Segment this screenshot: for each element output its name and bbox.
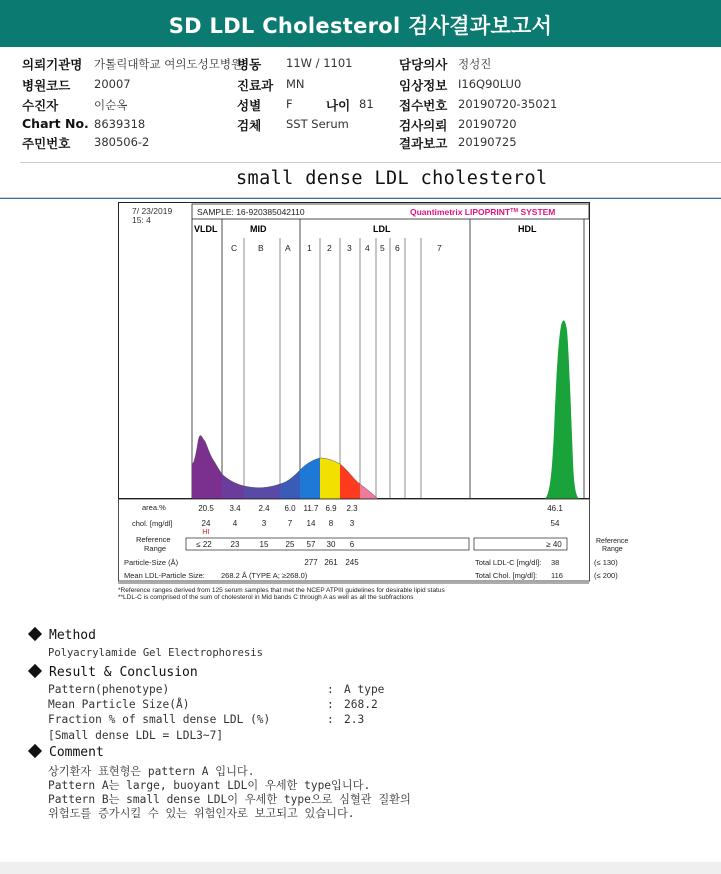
info-value [94,117,145,131]
chart-time: 15: 4 [132,215,151,225]
lipoprint-chart [118,202,629,601]
ref-label: Range [144,544,167,553]
footnote-2: **LDL-C is comprised of the sum of cholesterol in Mid bands C through A as well as all the subfractions [118,594,414,601]
area-value: 2.4 [258,504,270,513]
info-dept [237,76,273,94]
area-value: 2.3 [346,504,358,513]
info-label: 병원코드 [22,78,71,93]
info-value [458,97,557,111]
result-sep: : [327,698,334,711]
info-hospital-name [22,55,82,73]
hospital-name-value: 가톨릭대학교 여의도성모병원 [94,57,243,71]
chol-value: 3 [261,519,267,528]
info-value [458,77,521,91]
region-label-mid: MID [250,224,267,234]
result-label: Pattern(phenotype) [48,683,170,696]
ref-value: 23 [230,540,240,549]
mean-ldl-label: Mean LDL-Particle Size: [124,571,205,580]
brand-label: Quantimetrix LIPOPRINT™ SYSTEM [410,207,556,217]
result-note: [Small dense LDL = LDL3~7] [48,729,224,742]
hdl-ref-value: ≥ 40 [546,540,562,549]
age-value: 81 [359,97,374,111]
area-label: area.% [142,503,166,512]
result-sep: : [327,713,334,726]
info-value [458,117,517,131]
region-label-vldl: VLDL [194,224,218,234]
result-fraction-value: 2.3 [344,713,365,726]
total-chol-value: 116 [551,571,563,580]
particle-label: Particle-Size (Å) [124,558,179,567]
info-label: 담당의사 [399,57,448,72]
info-value [458,135,517,149]
footnote-1: *Reference ranges derived from 125 serum samples that met the NCEP ATPIII guidelines for desirable lipid status [118,587,445,594]
result-pattern-value: A type [344,683,385,696]
mean-ldl-value: 268.2 Å (TYPE A; ≥268.0) [221,571,308,580]
info-value [94,56,242,72]
info-label: 나이 [326,98,351,113]
chart-date: 7/ 23/2019 [132,206,173,216]
comment-heading [30,745,104,760]
particle-values [304,558,359,567]
ref-value: 30 [326,540,336,549]
sample-id: SAMPLE: 16-920385042110 [197,207,305,217]
info-value [94,77,131,91]
particle-value: 245 [345,558,359,567]
info-label: 수진자 [22,98,59,113]
info-sex [237,96,261,114]
total-chol-label: Total Chol. [mg/dl]: [475,571,538,580]
info-specimen [237,116,261,134]
comment-line: 위험도를 증가시킬 수 있는 위험인자로 보고되고 있습니다. [48,807,355,820]
footer-bar [0,862,721,874]
diamond-bullet-icon [28,744,42,758]
diamond-bullet-icon [28,627,42,641]
lipoprint-svg [118,202,629,601]
info-label: 성별 [237,98,262,113]
patient-name-value: 이순옥 [94,98,128,112]
chol-label: chol. [mg/dl] [132,519,173,528]
particle-value: 261 [324,558,338,567]
band-label: 7 [437,243,442,253]
band-label: 5 [380,243,385,253]
header-bar [0,0,721,47]
reception-no-value: 20190720-35021 [458,97,558,111]
info-label: 결과보고 [399,136,448,151]
request-date-value: 20190720 [458,117,517,131]
method-heading-text: Method [49,628,96,643]
info-value [94,97,127,113]
divider [0,198,721,199]
band-label: 2 [327,243,332,253]
doctor-value: 정성진 [458,57,492,71]
ref-value: 15 [259,540,269,549]
info-label: 접수번호 [399,98,448,113]
info-label: 병동 [237,57,262,72]
band-label: C [231,243,238,253]
info-report-date [399,134,447,152]
result-heading [30,665,198,680]
divider [20,162,721,163]
region-label-ldl: LDL [373,224,391,234]
chol-value: 24 [201,519,211,528]
sex-value: F [286,97,293,111]
area-value: 6.0 [284,504,296,513]
comment-heading-text: Comment [49,745,104,760]
result-heading-text: Result & Conclusion [49,665,198,680]
specimen-value: SST Serum [286,117,349,131]
result-sep: : [327,683,334,696]
total-chol-ref: (≤ 200) [594,571,618,580]
region-label-hdl: HDL [518,224,537,234]
ref-right-label: Range [602,546,623,553]
ref-value: ≤ 22 [196,540,212,549]
hdl-chol-value: 54 [550,519,560,528]
hospital-code-value: 20007 [94,77,131,91]
total-ldl-ref: (≤ 130) [594,558,618,567]
particle-value: 277 [304,558,318,567]
chol-value: 7 [287,519,293,528]
hi-flag: HI [202,527,210,536]
chol-value: 8 [328,519,334,528]
chart-no-value: 8639318 [94,117,146,131]
total-ldl-label: Total LDL-C [mg/dl]: [475,558,542,567]
chart-frame [119,203,590,499]
result-size-value: 268.2 [344,698,378,711]
info-label: 임상정보 [399,78,448,93]
band-label: B [258,243,264,253]
total-ldl-value: 38 [551,558,560,567]
chol-value: 14 [306,519,316,528]
info-request-date [399,116,447,134]
ref-value: 57 [306,540,316,549]
ref-right-label: Reference [596,538,629,545]
chol-value: 3 [349,519,355,528]
info-value [359,97,374,111]
ref-value: 25 [285,540,295,549]
curve-ldl-2 [320,458,340,499]
chol-value: 4 [232,519,238,528]
info-label: 검사의뢰 [399,118,448,133]
info-patient [22,96,58,114]
info-label: 의뢰기관명 [22,57,83,72]
report-title: SD LDL Cholesterol 검사결과보고서 [168,14,553,38]
info-clinical [399,76,447,94]
method-heading [30,628,96,643]
info-ward [237,55,261,73]
diamond-bullet-icon [28,664,42,678]
info-value [286,117,349,131]
info-resident-no [22,134,70,152]
area-value: 6.9 [325,504,337,513]
section-subtitle: small dense LDL cholesterol [236,168,548,189]
band-label: 3 [347,243,352,253]
info-age [326,96,350,114]
info-value [286,77,305,91]
info-value [286,56,352,70]
hdl-area-value: 46.1 [547,504,563,513]
area-value: 11.7 [303,504,319,513]
info-label: 진료과 [237,78,274,93]
ref-label: Reference [136,535,171,544]
result-label: Mean Particle Size(Å) [48,698,190,711]
comment-line: 상기환자 표현형은 pattern A 입니다. [48,765,255,778]
dept-value: MN [286,77,305,91]
comment-line: Pattern A는 large, buoyant LDL이 우세한 type입니다. [48,779,371,792]
info-reception-no [399,96,447,114]
band-label: 6 [395,243,400,253]
area-value: 20.5 [198,504,214,513]
band-label: 1 [307,243,312,253]
info-hospital-code [22,76,70,94]
ward-value: 11W / 1101 [286,56,353,70]
info-value [94,135,149,149]
ref-value: 6 [349,540,355,549]
info-value [286,97,293,111]
clinical-value: I16Q90LU0 [458,77,522,91]
method-text: Polyacrylamide Gel Electrophoresis [48,647,263,659]
band-label: A [285,243,291,253]
info-label: 검체 [237,118,262,133]
info-label: Chart No. [22,116,89,131]
area-value: 3.4 [229,504,241,513]
result-label: Fraction % of small dense LDL (%) [48,713,271,726]
comment-line: Pattern B는 small dense LDL이 우세한 type으로 심혈관 질환의 [48,793,411,806]
resident-no-value: 380506-2 [94,135,150,149]
report-date-value: 20190725 [458,135,517,149]
info-value [458,56,491,72]
info-doctor [399,55,447,73]
info-chart-no [22,116,89,131]
info-label: 주민번호 [22,136,71,151]
band-label: 4 [365,243,370,253]
